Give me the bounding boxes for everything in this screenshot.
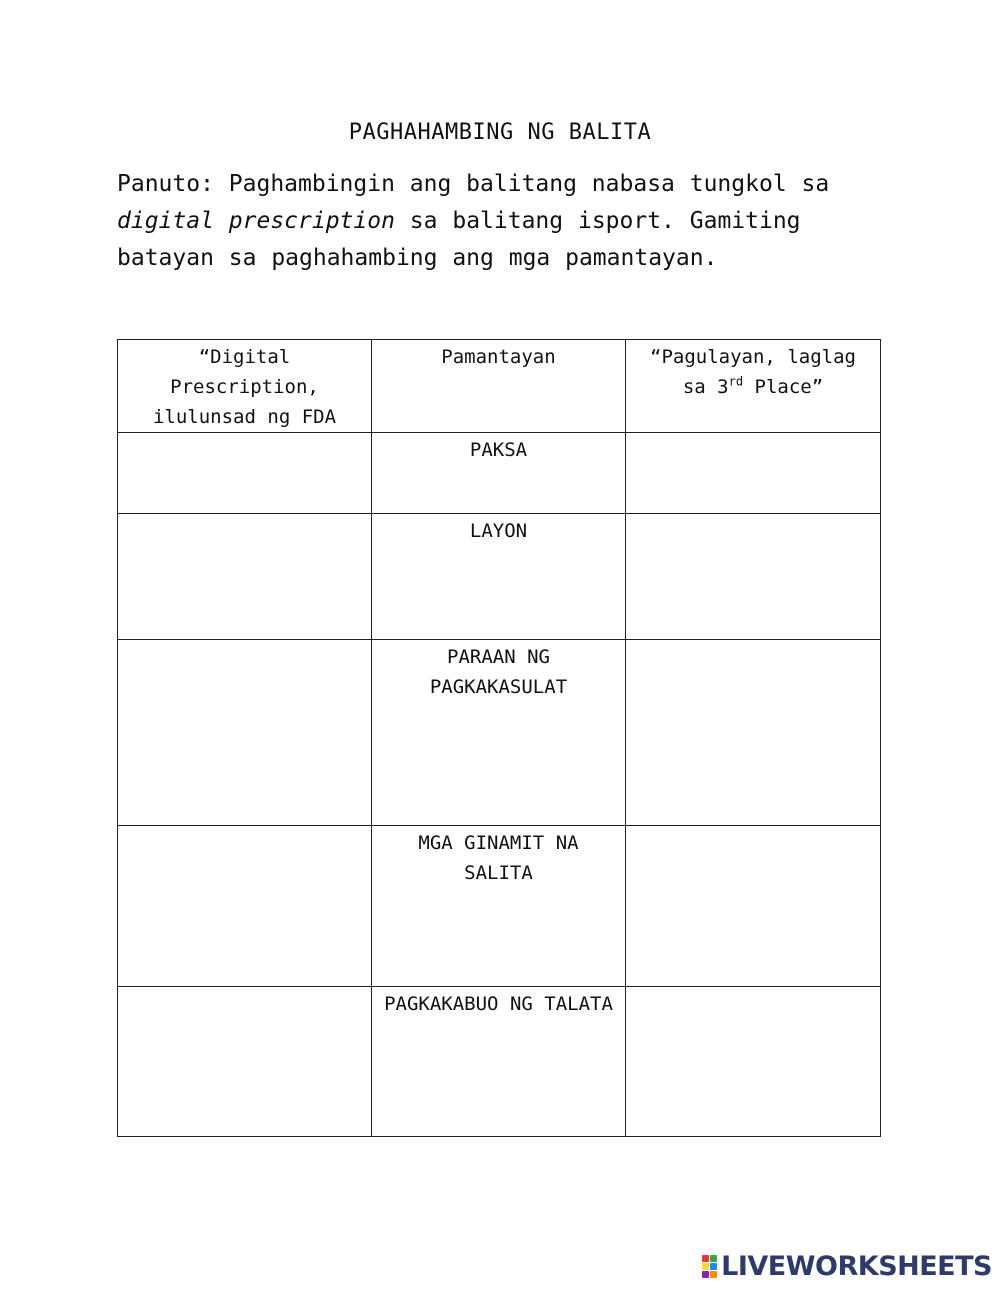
answer-cell-right[interactable]	[626, 514, 881, 640]
table-row	[118, 987, 881, 1137]
header-digital-prescription	[118, 340, 372, 433]
table-row	[118, 640, 881, 826]
logo-block	[702, 1263, 709, 1270]
liveworksheets-logo	[702, 1251, 992, 1281]
instructions-paragraph	[117, 166, 887, 277]
header-pagulayan-end: Place”	[743, 376, 824, 398]
header-pagulayan-sup: rd	[728, 374, 744, 389]
answer-cell-left[interactable]	[118, 987, 372, 1137]
table-row	[118, 826, 881, 987]
page-title: PAGHAHAMBING NG BALITA	[348, 120, 652, 145]
instructions-text-start: Panuto: Paghambingin ang balitang nabasa tungkol sa	[117, 171, 830, 197]
criterion-cell: PAKSA	[372, 433, 626, 514]
answer-cell-right[interactable]	[626, 987, 881, 1137]
header-digital-prescription-text: “Digital Prescription, ilulunsad ng FDA	[152, 346, 337, 428]
header-pamantayan: Pamantayan	[372, 340, 626, 433]
criterion-text: MGA GINAMIT NA SALITA	[418, 832, 579, 884]
criterion-cell	[372, 826, 626, 987]
logo-block	[702, 1255, 709, 1262]
answer-cell-right[interactable]	[626, 640, 881, 826]
logo-block	[710, 1255, 717, 1262]
answer-cell-left[interactable]	[118, 640, 372, 826]
answer-cell-left[interactable]	[118, 826, 372, 987]
instructions-italic-term: digital prescription	[117, 208, 395, 234]
criterion-cell	[372, 640, 626, 826]
criterion-text: PARAAN NG PAGKAKASULAT	[429, 646, 568, 698]
logo-block	[702, 1271, 709, 1278]
logo-block	[710, 1263, 717, 1270]
criterion-cell: LAYON	[372, 514, 626, 640]
criterion-cell: PAGKAKABUO NG TALATA	[372, 987, 626, 1137]
table-header-row	[118, 340, 881, 433]
instructions-text-end: sa balitang isport. Gamiting batayan sa paghahambing ang mga pamantayan.	[117, 208, 801, 271]
table-row	[118, 433, 881, 514]
header-pagulayan	[626, 340, 881, 433]
logo-text: LIVEWORKSHEETS	[721, 1250, 992, 1282]
table-row	[118, 514, 881, 640]
answer-cell-left[interactable]	[118, 514, 372, 640]
logo-blocks-icon	[702, 1255, 717, 1278]
logo-block	[710, 1271, 717, 1278]
header-pagulayan-text: “Pagulayan, laglag sa 3	[650, 346, 856, 398]
answer-cell-right[interactable]	[626, 433, 881, 514]
comparison-table	[117, 339, 881, 1137]
answer-cell-right[interactable]	[626, 826, 881, 987]
answer-cell-left[interactable]	[118, 433, 372, 514]
